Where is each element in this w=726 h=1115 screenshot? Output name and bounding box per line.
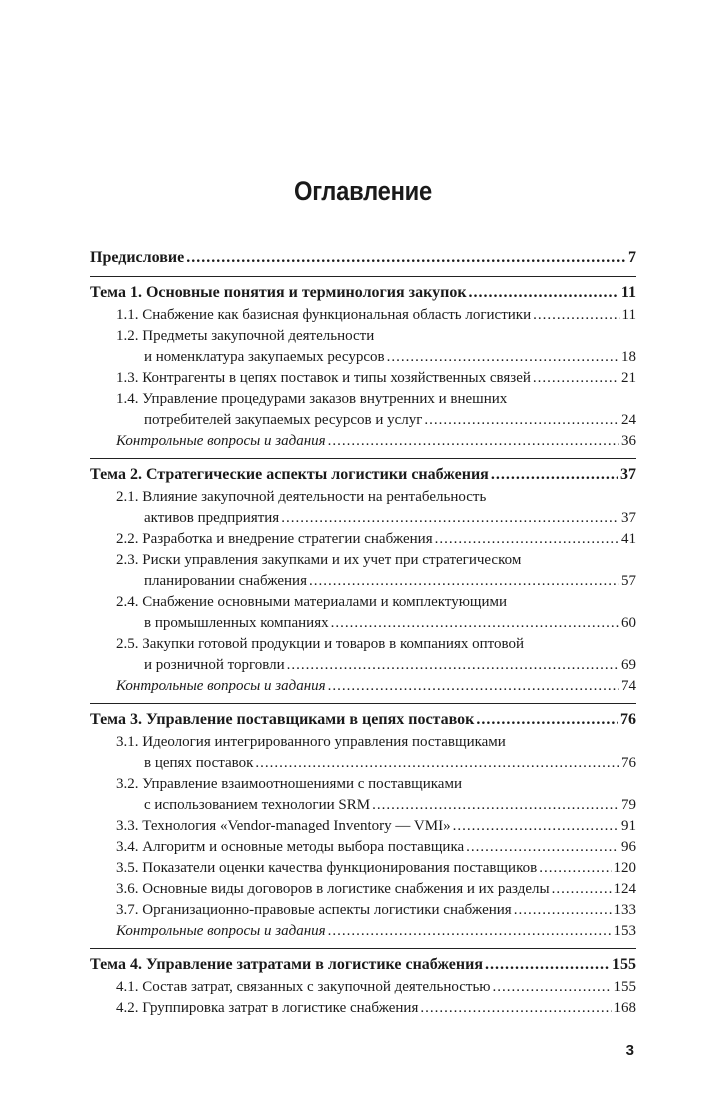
toc-page: 120 xyxy=(613,860,636,876)
toc-label: Предисловие xyxy=(90,249,185,266)
toc-label: 3.7. Организационно-правовые аспекты логистики снабжения xyxy=(116,902,512,918)
dot-leader xyxy=(287,655,619,676)
dot-leader xyxy=(420,998,611,1019)
dot-leader xyxy=(533,305,619,326)
table-of-contents xyxy=(90,246,636,1025)
toc-page: 155 xyxy=(612,956,636,973)
dot-leader xyxy=(281,508,619,529)
toc-label: 1.4. Управление процедурами заказов внутренних и внешних xyxy=(116,391,508,407)
toc-page: 79 xyxy=(621,797,636,813)
toc-entry[interactable] xyxy=(90,550,636,592)
dot-leader xyxy=(533,368,619,389)
toc-topic-heading[interactable] xyxy=(90,281,636,305)
toc-page: 133 xyxy=(613,902,636,918)
toc-label: 3.1. Идеология интегрированного управления поставщиками xyxy=(116,734,506,750)
toc-label-continued: в цепях поставок xyxy=(144,755,254,771)
toc-entry[interactable] xyxy=(90,368,636,389)
toc-label: Контрольные вопросы и задания xyxy=(116,678,326,694)
toc-label: 2.2. Разработка и внедрение стратегии снабжения xyxy=(116,531,433,547)
dot-leader xyxy=(514,900,612,921)
toc-entry[interactable] xyxy=(90,487,636,529)
toc-entry[interactable] xyxy=(90,592,636,634)
toc-label: 2.1. Влияние закупочной деятельности на рентабельность xyxy=(116,489,487,505)
dot-leader xyxy=(469,281,619,305)
toc-label: 4.2. Группировка затрат в логистике снабжения xyxy=(116,1000,419,1016)
toc-label: Тема 4. Управление затратами в логистике снабжения xyxy=(90,956,483,973)
toc-entry[interactable] xyxy=(90,879,636,900)
toc-label: Тема 1. Основные понятия и терминология закупок xyxy=(90,284,467,301)
toc-label: 1.1. Снабжение как базисная функциональная область логистики xyxy=(116,307,532,323)
toc-entry[interactable] xyxy=(90,900,636,921)
dot-leader xyxy=(328,676,619,697)
toc-entry[interactable] xyxy=(90,529,636,550)
toc-page: 76 xyxy=(621,755,636,771)
toc-label: 2.3. Риски управления закупками и их учет при стратегическом xyxy=(116,552,522,568)
toc-entry[interactable] xyxy=(90,837,636,858)
toc-preface xyxy=(90,246,636,270)
page-number: 3 xyxy=(625,1042,634,1059)
toc-entry[interactable] xyxy=(90,977,636,998)
toc-entry[interactable] xyxy=(90,732,636,774)
toc-label: Тема 2. Стратегические аспекты логистики снабжения xyxy=(90,466,489,483)
toc-page: 96 xyxy=(621,839,636,855)
toc-review[interactable] xyxy=(90,921,636,942)
toc-label-continued: планировании снабжения xyxy=(144,573,307,589)
toc-page: 69 xyxy=(621,657,636,673)
toc-page: 21 xyxy=(621,370,636,386)
dot-leader xyxy=(255,753,619,774)
dot-leader xyxy=(331,613,619,634)
toc-page: 41 xyxy=(621,531,636,547)
dot-leader xyxy=(476,708,618,732)
toc-page: 60 xyxy=(621,615,636,631)
toc-label: 3.3. Технология «Vendor-managed Inventory — VMI» xyxy=(116,818,451,834)
dot-leader xyxy=(453,816,619,837)
toc-label-continued: с использованием технологии SRM xyxy=(144,797,371,813)
toc-page: 155 xyxy=(613,979,636,995)
toc-review[interactable] xyxy=(90,676,636,697)
page-title: Оглавление xyxy=(294,176,432,206)
toc-page: 37 xyxy=(621,510,636,526)
toc-page: 37 xyxy=(620,466,636,483)
toc-topic-heading[interactable] xyxy=(90,708,636,732)
toc-entry[interactable] xyxy=(90,389,636,431)
toc-label: 3.5. Показатели оценки качества функционирования поставщиков xyxy=(116,860,538,876)
toc-label-continued: и розничной торговли xyxy=(144,657,285,673)
toc-label: 3.6. Основные виды договоров в логистике снабжения и их разделы xyxy=(116,881,550,897)
toc-label-continued: и номенклатура закупаемых ресурсов xyxy=(144,349,385,365)
toc-label-continued: потребителей закупаемых ресурсов и услуг xyxy=(144,412,423,428)
toc-entry[interactable] xyxy=(90,816,636,837)
dot-leader xyxy=(309,571,619,592)
toc-page: 76 xyxy=(620,711,636,728)
toc-entry-preface[interactable] xyxy=(90,246,636,270)
toc-label: Контрольные вопросы и задания xyxy=(116,923,326,939)
dot-leader xyxy=(491,463,618,487)
dot-leader xyxy=(328,431,619,452)
toc-page: 74 xyxy=(621,678,636,694)
toc-page: 168 xyxy=(613,1000,636,1016)
toc-entry[interactable] xyxy=(90,326,636,368)
toc-page: 18 xyxy=(621,349,636,365)
toc-label: 1.2. Предметы закупочной деятельности xyxy=(116,328,375,344)
toc-label-continued: в промышленных компаниях xyxy=(144,615,329,631)
toc-label: Тема 3. Управление поставщиками в цепях поставок xyxy=(90,711,475,728)
toc-entry[interactable] xyxy=(90,305,636,326)
toc-page: 11 xyxy=(621,307,636,323)
toc-entry[interactable] xyxy=(90,774,636,816)
toc-topic-heading[interactable] xyxy=(90,463,636,487)
toc-topic-4 xyxy=(90,948,636,1019)
dot-leader xyxy=(328,921,612,942)
toc-page: 57 xyxy=(621,573,636,589)
toc-page: 11 xyxy=(620,284,636,301)
toc-entry[interactable] xyxy=(90,634,636,676)
toc-label-continued: активов предприятия xyxy=(144,510,280,526)
dot-leader xyxy=(552,879,612,900)
toc-label: 4.1. Состав затрат, связанных с закупочной деятельностью xyxy=(116,979,491,995)
dot-leader xyxy=(485,953,610,977)
toc-page: 24 xyxy=(621,412,636,428)
toc-page: 7 xyxy=(628,249,636,266)
toc-page: 91 xyxy=(621,818,636,834)
dot-leader xyxy=(387,347,619,368)
toc-topic-3 xyxy=(90,703,636,942)
toc-label: 2.4. Снабжение основными материалами и комплектующими xyxy=(116,594,508,610)
toc-page: 153 xyxy=(613,923,636,939)
toc-entry[interactable] xyxy=(90,998,636,1019)
toc-topic-1 xyxy=(90,276,636,452)
toc-entry[interactable] xyxy=(90,858,636,879)
dot-leader xyxy=(186,246,626,270)
toc-review[interactable] xyxy=(90,431,636,452)
toc-page: 36 xyxy=(621,433,636,449)
dot-leader xyxy=(493,977,612,998)
toc-label: 2.5. Закупки готовой продукции и товаров в компаниях оптовой xyxy=(116,636,524,652)
toc-label: 3.2. Управление взаимоотношениями с поставщиками xyxy=(116,776,462,792)
toc-label: 3.4. Алгоритм и основные методы выбора поставщика xyxy=(116,839,465,855)
dot-leader xyxy=(539,858,611,879)
dot-leader xyxy=(424,410,619,431)
toc-label: 1.3. Контрагенты в цепях поставок и типы хозяйственных связей xyxy=(116,370,531,386)
dot-leader xyxy=(372,795,619,816)
dot-leader xyxy=(466,837,619,858)
toc-page: 124 xyxy=(613,881,636,897)
dot-leader xyxy=(435,529,619,550)
toc-label: Контрольные вопросы и задания xyxy=(116,433,326,449)
toc-topic-heading[interactable] xyxy=(90,953,636,977)
toc-topic-2 xyxy=(90,458,636,697)
